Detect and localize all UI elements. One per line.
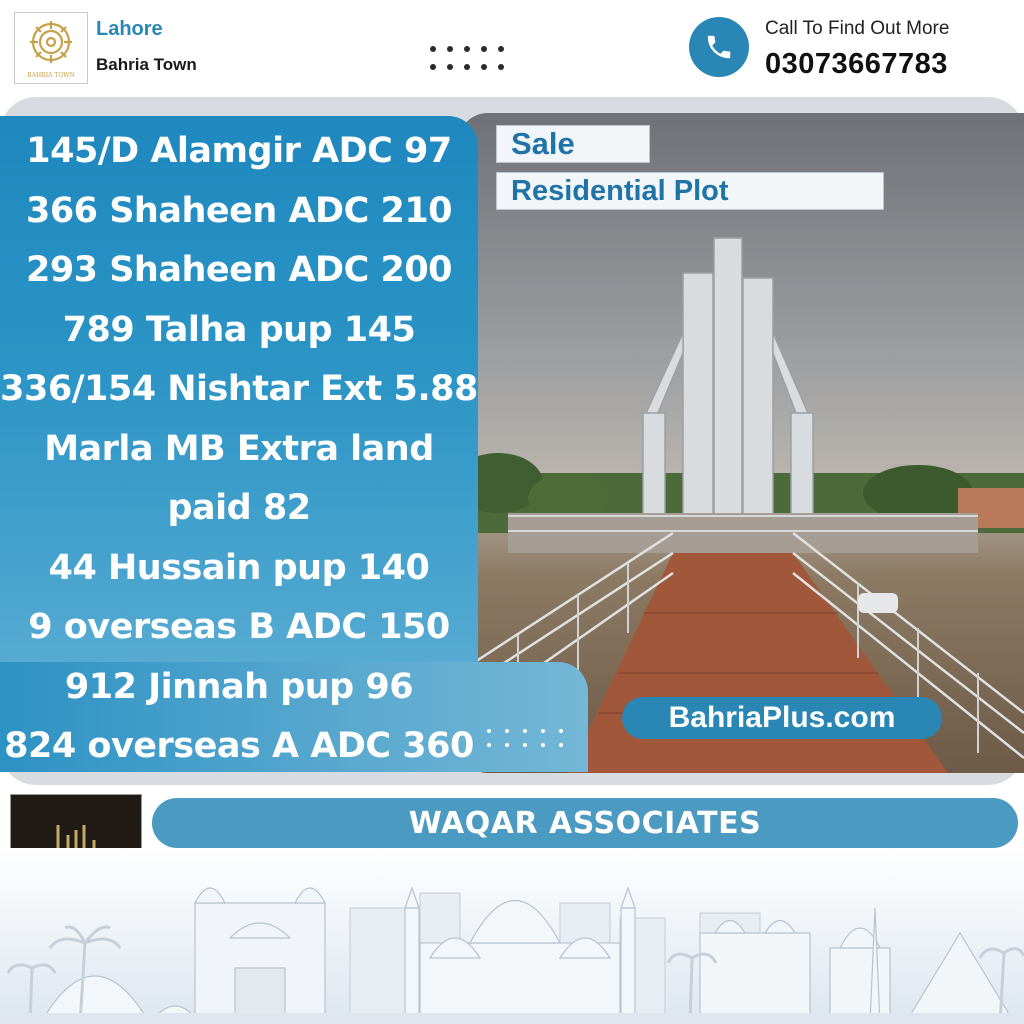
listing-line: 44 Hussain pup 140 <box>48 547 430 588</box>
listing-line: 9 overseas B ADC 150 <box>28 607 450 647</box>
listing-line: Marla MB Extra land <box>44 428 434 469</box>
listing-line: 912 Jinnah pup 96 <box>64 666 414 707</box>
bahria-town-logo <box>14 12 88 84</box>
area-name: Bahria Town <box>96 55 197 74</box>
listing-line: paid 82 <box>167 488 311 528</box>
agency-name-bar: WAQAR ASSOCIATES <box>152 798 1018 848</box>
listing-line: 293 Shaheen ADC 200 <box>25 250 453 290</box>
property-type-tag: Residential Plot <box>496 172 884 210</box>
listing-line: 145/D Alamgir ADC 97 <box>26 131 452 171</box>
call-button[interactable] <box>689 17 749 77</box>
decorative-dots <box>430 46 504 70</box>
listing-line: 366 Shaheen ADC 210 <box>25 190 453 231</box>
listing-line: 824 overseas A ADC 360 <box>4 726 474 766</box>
svg-text:BAHRIA TOWN: BAHRIA TOWN <box>27 72 75 79</box>
phone-icon <box>704 32 734 62</box>
call-label: Call To Find Out More <box>765 18 950 39</box>
website-link[interactable]: BahriaPlus.com <box>622 697 942 739</box>
city-skyline-illustration <box>0 848 1024 1024</box>
listing-line: 789 Talha pup 145 <box>62 309 416 350</box>
listings-list <box>0 122 478 777</box>
purpose-tag: Sale <box>496 125 650 163</box>
listing-line: 336/154 Nishtar Ext 5.88 <box>0 369 478 409</box>
phone-number[interactable]: 03073667783 <box>765 48 948 80</box>
decorative-dots <box>487 729 565 747</box>
city-name: Lahore <box>96 18 163 40</box>
